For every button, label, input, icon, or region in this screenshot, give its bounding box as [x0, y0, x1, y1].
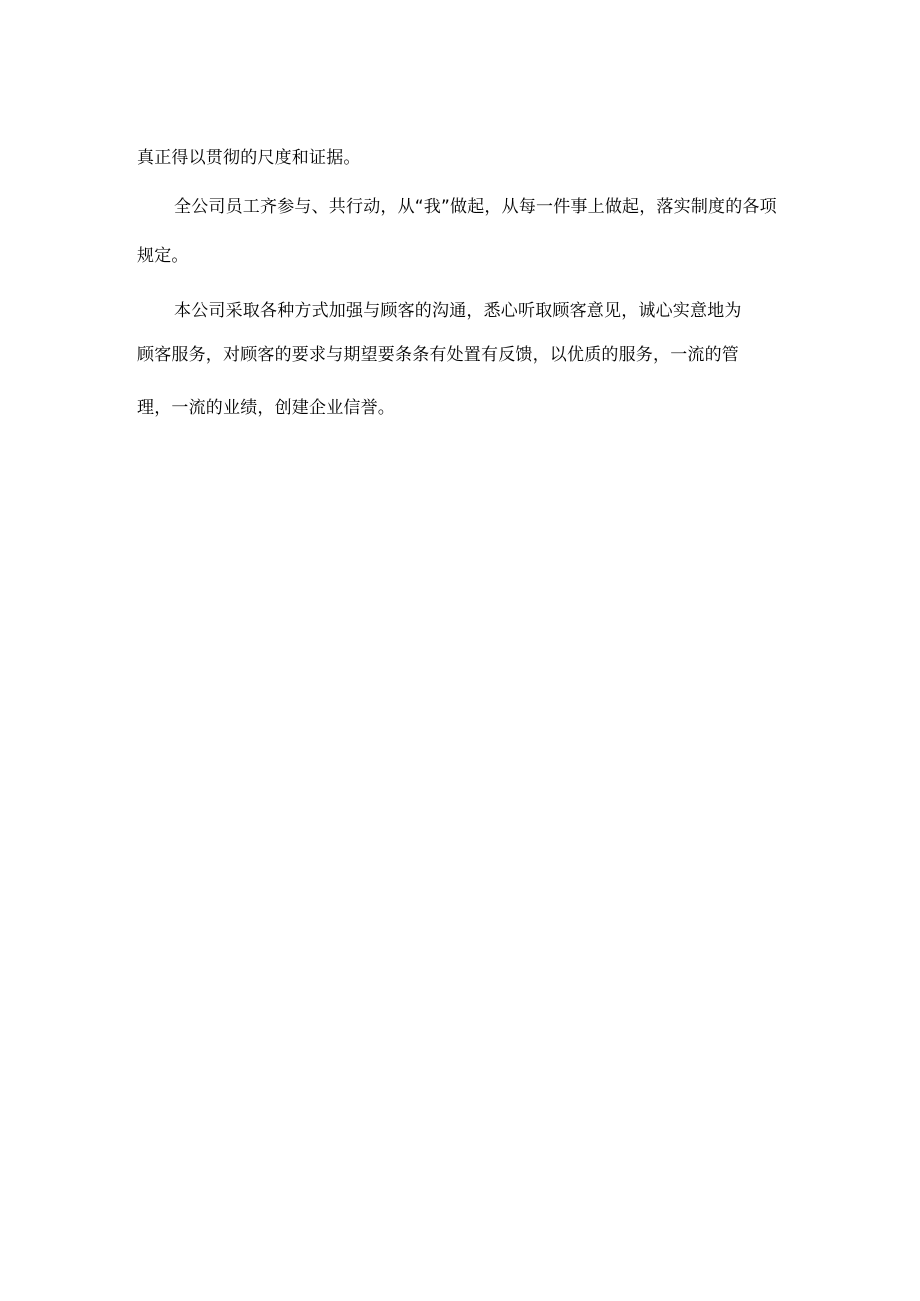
paragraph-1-line-1: 真正得以贯彻的尺度和证据。 [137, 148, 361, 168]
paragraph-3-line-2: 顾客服务，对顾客的要求与期望要条条有处置有反馈，以优质的服务，一流的管 [137, 345, 739, 365]
paragraph-2-line-1: 全公司员工齐参与、共行动，从“我”做起，从每一件事上做起，落实制度的各项 [174, 197, 777, 217]
paragraph-3-line-3: 理，一流的业绩，创建企业信誉。 [137, 398, 395, 418]
paragraph-3-line-1: 本公司采取各种方式加强与顾客的沟通，悉心听取顾客意见，诚心实意地为 [174, 301, 742, 321]
paragraph-2-line-2: 规定。 [137, 246, 189, 266]
